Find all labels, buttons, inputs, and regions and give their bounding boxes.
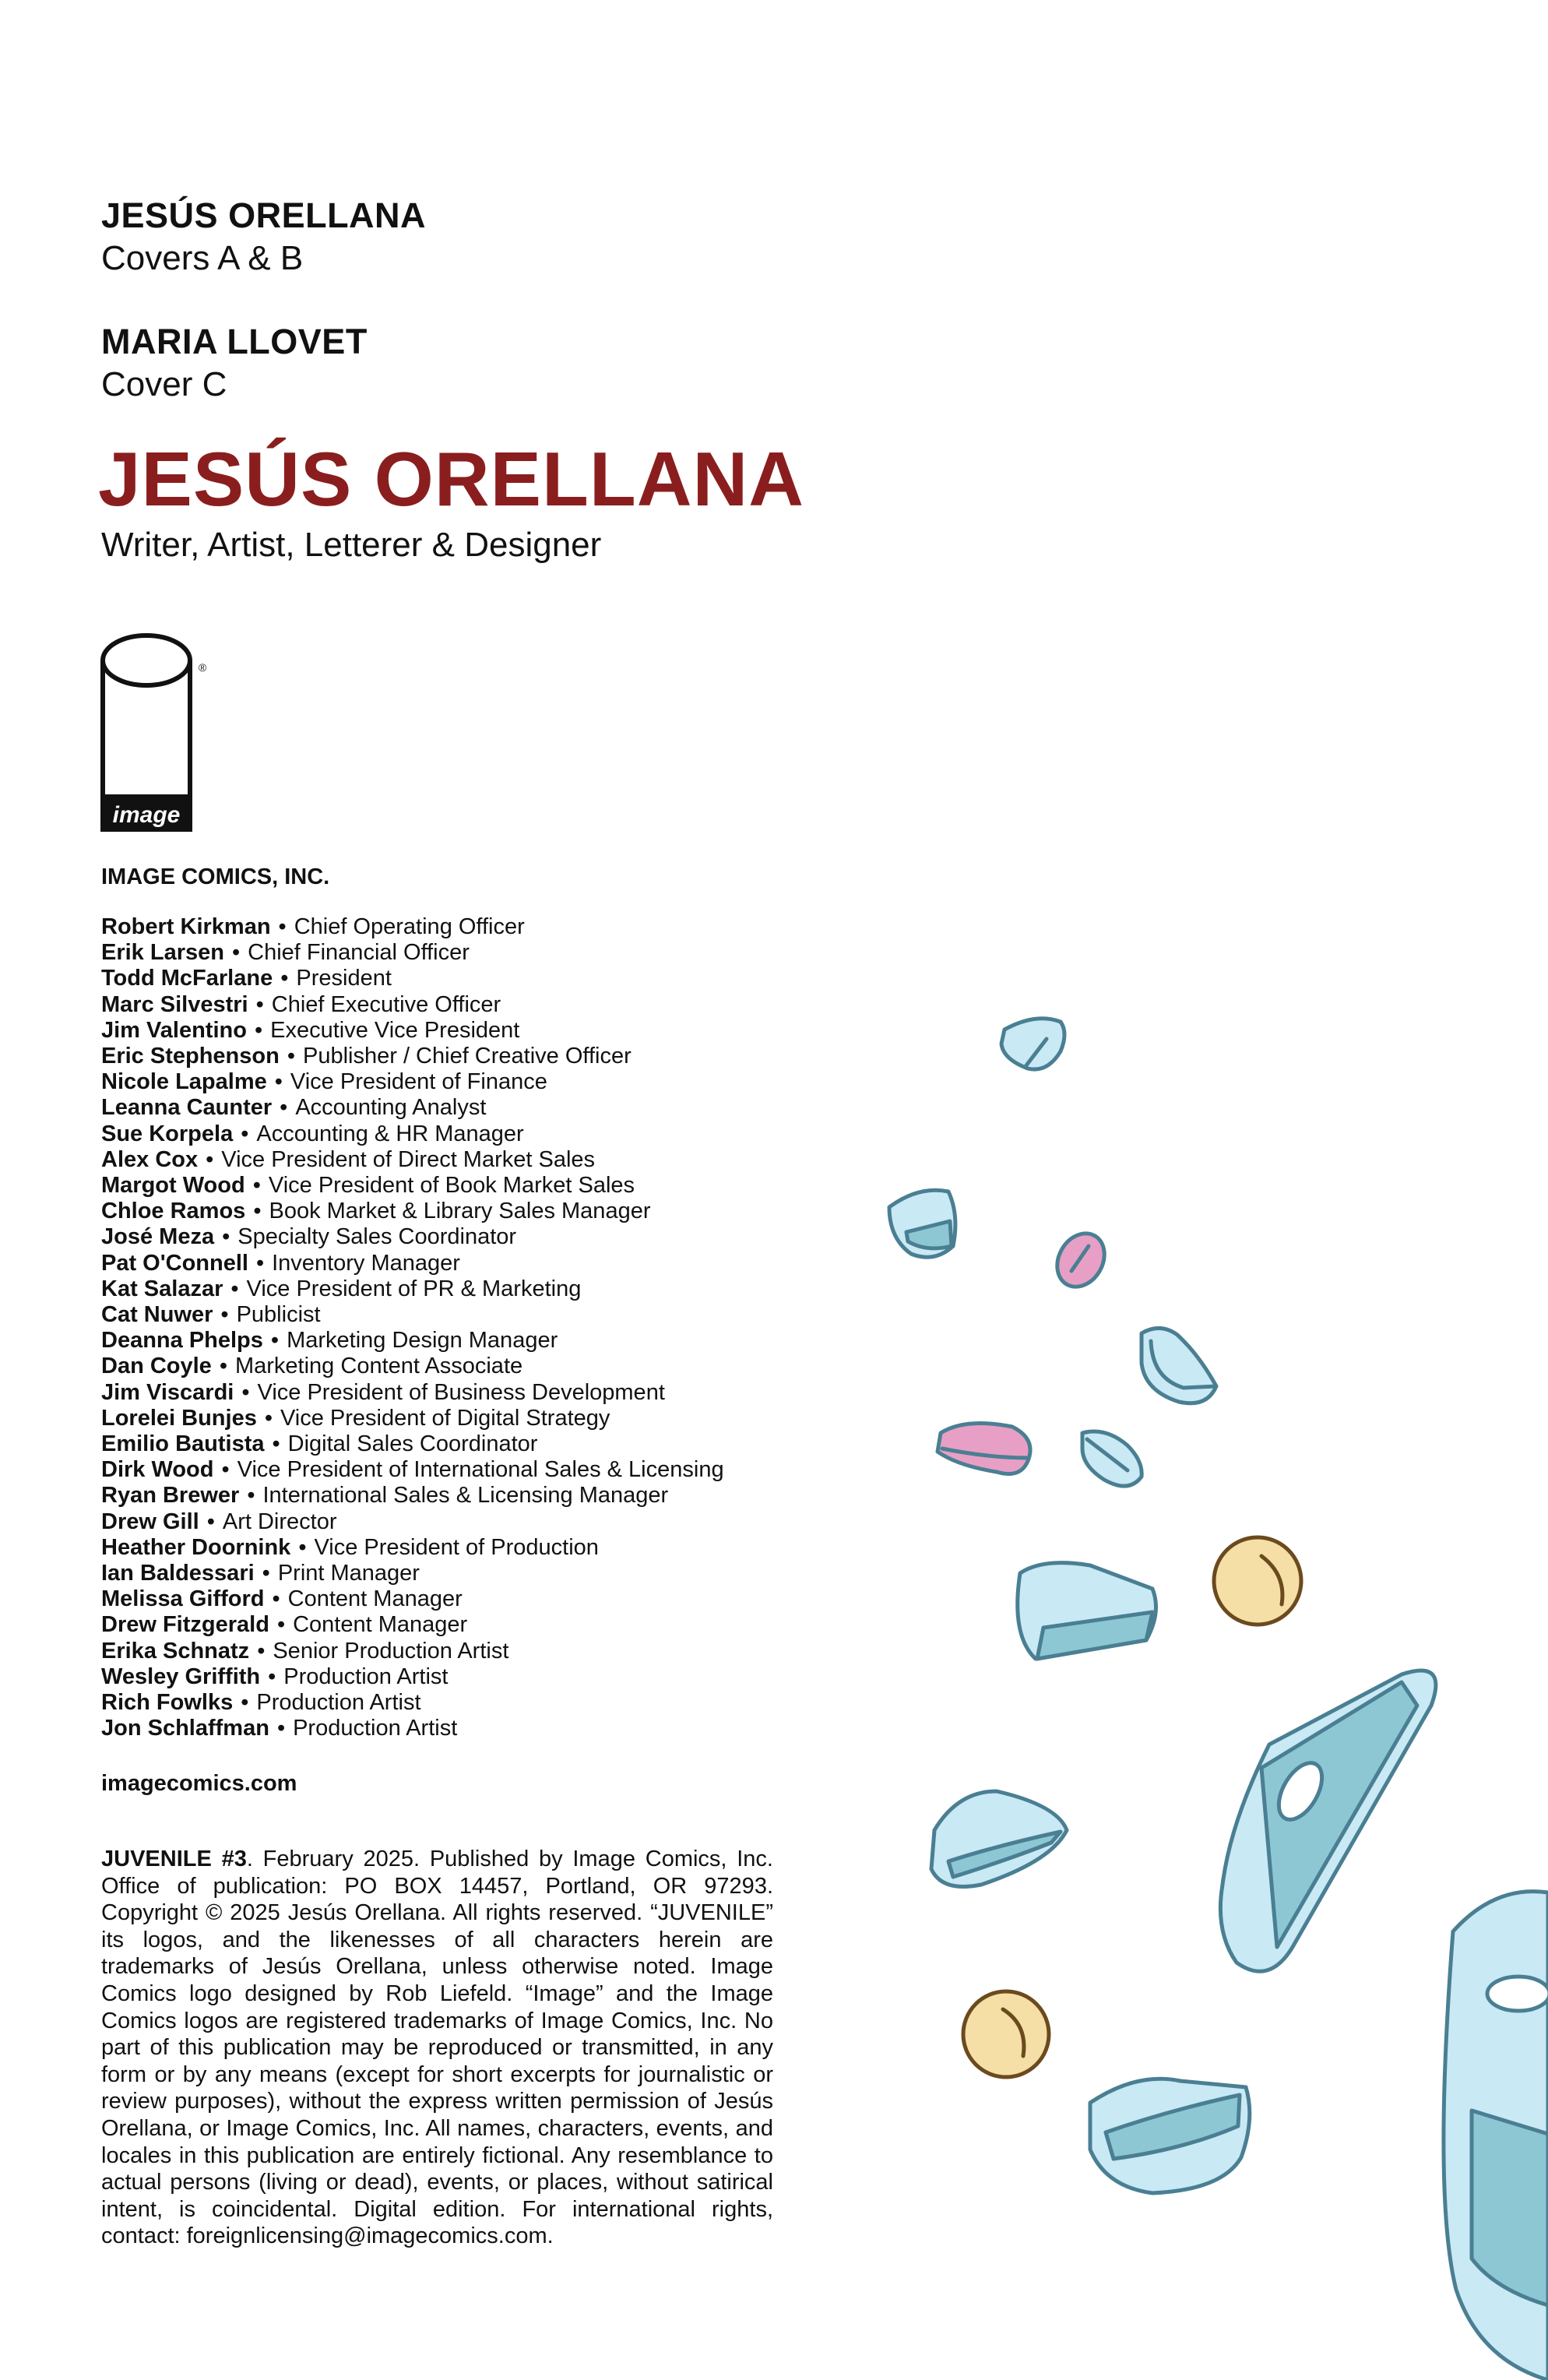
staff-name: Marc Silvestri xyxy=(101,991,248,1017)
staff-entry xyxy=(101,1354,724,1379)
staff-title: Vice President of Book Market Sales xyxy=(268,1173,635,1199)
separator-dot: • xyxy=(272,1431,280,1457)
separator-dot: • xyxy=(221,1457,230,1483)
staff-title: Production Artist xyxy=(256,1690,421,1716)
separator-dot: • xyxy=(255,991,264,1017)
staff-title: Publicist xyxy=(236,1302,321,1328)
staff-title: Chief Operating Officer xyxy=(294,914,525,939)
staff-entry xyxy=(101,1251,724,1276)
separator-dot: • xyxy=(257,1638,266,1664)
staff-entry xyxy=(101,1561,724,1586)
staff-entry xyxy=(101,1535,724,1561)
staff-name: Cat Nuwer xyxy=(101,1302,213,1328)
pills-illustration xyxy=(857,981,1548,2380)
separator-dot: • xyxy=(254,1017,263,1043)
staff-name: Erika Schnatz xyxy=(101,1638,250,1664)
staff-name: Robert Kirkman xyxy=(101,914,271,939)
staff-list xyxy=(101,914,724,1742)
separator-dot: • xyxy=(222,1224,230,1250)
staff-name: Jim Viscardi xyxy=(101,1379,234,1405)
staff-entry xyxy=(101,1690,724,1716)
staff-title: Publisher / Chief Creative Officer xyxy=(302,1044,632,1069)
credit-role: Cover C xyxy=(101,365,227,403)
staff-title: Inventory Manager xyxy=(272,1250,460,1276)
staff-name: Melissa Gifford xyxy=(101,1586,265,1612)
separator-dot: • xyxy=(255,1250,265,1276)
credit-role: Covers A & B xyxy=(101,239,304,277)
credit-name: MARIA LLOVET xyxy=(101,322,368,361)
staff-title: Content Manager xyxy=(293,1612,468,1638)
staff-entry xyxy=(101,1147,724,1173)
staff-title: Vice President of PR & Marketing xyxy=(246,1276,582,1301)
staff-name: Leanna Caunter xyxy=(101,1095,273,1121)
staff-entry xyxy=(101,1069,724,1095)
staff-entry xyxy=(101,1639,724,1664)
legal-lead: JUVENILE #3 xyxy=(101,1847,247,1871)
staff-entry xyxy=(101,1095,724,1121)
staff-entry xyxy=(101,1612,724,1638)
staff-title: Book Market & Library Sales Manager xyxy=(269,1199,651,1224)
staff-name: Rich Fowlks xyxy=(101,1690,234,1716)
staff-name: Emilio Bautista xyxy=(101,1431,265,1457)
creator-roles: Writer, Artist, Letterer & Designer xyxy=(101,526,602,564)
separator-dot: • xyxy=(241,1379,250,1405)
separator-dot: • xyxy=(241,1690,249,1716)
staff-name: Dirk Wood xyxy=(101,1457,214,1483)
separator-dot: • xyxy=(247,1483,255,1509)
staff-name: Dan Coyle xyxy=(101,1354,212,1379)
separator-dot: • xyxy=(219,1354,227,1379)
staff-name: Todd McFarlane xyxy=(101,966,273,991)
separator-dot: • xyxy=(206,1509,215,1534)
staff-title: Marketing Content Associate xyxy=(234,1354,523,1379)
pill-icon xyxy=(963,1991,1049,2077)
staff-entry xyxy=(101,1224,724,1250)
staff-entry xyxy=(101,914,724,940)
pill-icon xyxy=(1142,1328,1216,1403)
staff-title: Content Manager xyxy=(287,1586,463,1612)
staff-title: Chief Executive Officer xyxy=(271,991,501,1017)
staff-title: International Sales & Licensing Manager xyxy=(262,1483,669,1509)
staff-entry xyxy=(101,1457,724,1483)
staff-title: Chief Financial Officer xyxy=(248,940,470,966)
staff-name: Jon Schlaffman xyxy=(101,1716,269,1741)
staff-name: Margot Wood xyxy=(101,1173,245,1199)
staff-name: Jim Valentino xyxy=(101,1017,247,1043)
staff-title: Production Artist xyxy=(283,1664,449,1689)
image-comics-logo xyxy=(100,631,209,837)
separator-dot: • xyxy=(262,1561,270,1586)
staff-name: Pat O'Connell xyxy=(101,1250,248,1276)
separator-dot: • xyxy=(220,1302,229,1328)
credits-block xyxy=(101,195,802,407)
staff-entry xyxy=(101,940,724,966)
separator-dot: • xyxy=(268,1664,276,1689)
staff-title: Marketing Design Manager xyxy=(287,1328,558,1354)
separator-dot: • xyxy=(230,1276,239,1301)
staff-title: Print Manager xyxy=(277,1561,420,1586)
staff-name: Ian Baldessari xyxy=(101,1561,255,1586)
separator-dot: • xyxy=(270,1328,280,1354)
separator-dot: • xyxy=(276,1612,286,1638)
credit-name: JESÚS ORELLANA xyxy=(101,195,427,235)
staff-entry xyxy=(101,1431,724,1457)
staff-entry xyxy=(101,1276,724,1302)
separator-dot: • xyxy=(252,1173,261,1199)
staff-title: Vice President of Digital Strategy xyxy=(280,1405,610,1431)
staff-name: Heather Doornink xyxy=(101,1534,291,1560)
separator-dot: • xyxy=(274,1069,283,1095)
staff-entry xyxy=(101,1380,724,1406)
pill-icon xyxy=(1214,1537,1301,1625)
staff-name: Drew Fitzgerald xyxy=(101,1612,269,1638)
staff-name: Alex Cox xyxy=(101,1146,199,1172)
staff-title: President xyxy=(296,966,392,991)
staff-entry xyxy=(101,1302,724,1328)
staff-entry xyxy=(101,1509,724,1535)
staff-title: Vice President of Finance xyxy=(290,1069,547,1095)
staff-name: Nicole Lapalme xyxy=(101,1069,267,1095)
staff-name: Ryan Brewer xyxy=(101,1483,240,1509)
staff-name: Drew Gill xyxy=(101,1509,199,1534)
staff-entry xyxy=(101,992,724,1018)
staff-title: Vice President of International Sales & Licensing xyxy=(237,1457,724,1483)
company-name: IMAGE COMICS, INC. xyxy=(101,864,330,889)
staff-name: José Meza xyxy=(101,1224,215,1250)
separator-dot: • xyxy=(298,1534,307,1560)
separator-dot: • xyxy=(206,1146,214,1172)
staff-entry xyxy=(101,1664,724,1690)
staff-name: Chloe Ramos xyxy=(101,1199,246,1224)
separator-dot: • xyxy=(253,1199,262,1224)
staff-name: Eric Stephenson xyxy=(101,1044,280,1069)
staff-name: Lorelei Bunjes xyxy=(101,1405,257,1431)
staff-entry xyxy=(101,1121,724,1147)
separator-dot: • xyxy=(272,1586,280,1612)
logo-wordmark: image xyxy=(112,802,181,828)
staff-title: Accounting Analyst xyxy=(295,1095,487,1121)
staff-name: Wesley Griffith xyxy=(101,1664,261,1689)
separator-dot: • xyxy=(287,1044,295,1069)
staff-title: Production Artist xyxy=(293,1716,458,1741)
separator-dot: • xyxy=(241,1121,249,1146)
staff-title: Vice President of Production xyxy=(314,1534,599,1560)
legal-notice xyxy=(101,1846,773,2250)
separator-dot: • xyxy=(264,1405,273,1431)
staff-title: Vice President of Direct Market Sales xyxy=(221,1146,596,1172)
creator-headline: JESÚS ORELLANA xyxy=(98,436,805,522)
staff-entry xyxy=(101,1586,724,1612)
pill-icon xyxy=(1001,1019,1064,1069)
staff-name: Erik Larsen xyxy=(101,940,224,966)
staff-entry xyxy=(101,1406,724,1431)
staff-title: Specialty Sales Coordinator xyxy=(237,1224,517,1250)
website-link[interactable]: imagecomics.com xyxy=(101,1771,297,1796)
staff-title: Vice President of Business Development xyxy=(257,1379,665,1405)
staff-entry xyxy=(101,1483,724,1509)
staff-name: Deanna Phelps xyxy=(101,1328,263,1354)
separator-dot: • xyxy=(280,1095,288,1121)
separator-dot: • xyxy=(276,1716,286,1741)
staff-title: Art Director xyxy=(222,1509,337,1534)
staff-entry xyxy=(101,1018,724,1044)
staff-title: Executive Vice President xyxy=(270,1017,520,1043)
staff-entry xyxy=(101,1199,724,1224)
staff-entry xyxy=(101,966,724,991)
separator-dot: • xyxy=(278,914,287,939)
staff-entry xyxy=(101,1716,724,1741)
separator-dot: • xyxy=(231,940,241,966)
separator-dot: • xyxy=(280,966,289,991)
staff-entry xyxy=(101,1044,724,1069)
registered-mark: ® xyxy=(198,661,207,674)
legal-body: . February 2025. Published by Image Comics, Inc. Office of publication: PO BOX 14457, Portland, OR 97293. Copyright © 2025 Jesús Orellana. All rights reserved. “JUVENILE” its logos, and the likenesses of all characters herein are trademarks of Jesús Orellana, unless otherwise noted. Image Comics logo designed by Rob Liefeld. “Image” and the Image Comics logos are registered trademarks of Image Comics, Inc. No part of this publication may be reproduced or transmitted, in any form or by any means (except for short excerpts for journalistic or review purposes), without the express written permission of Jesús Orellana, or Image Comics, Inc. All names, characters, events, and locales in this publication are entirely fictional. Any resemblance to actual persons (living or dead), events, or places, without satirical intent, is coincidental. Digital edition. For international rights, contact: foreignlicensing@imagecomics.com. xyxy=(101,1847,773,2249)
staff-name: Sue Korpela xyxy=(101,1121,234,1146)
staff-name: Kat Salazar xyxy=(101,1276,223,1301)
staff-title: Accounting & HR Manager xyxy=(256,1121,524,1146)
staff-title: Digital Sales Coordinator xyxy=(287,1431,538,1457)
staff-title: Senior Production Artist xyxy=(273,1638,509,1664)
staff-entry xyxy=(101,1173,724,1199)
staff-entry xyxy=(101,1328,724,1354)
